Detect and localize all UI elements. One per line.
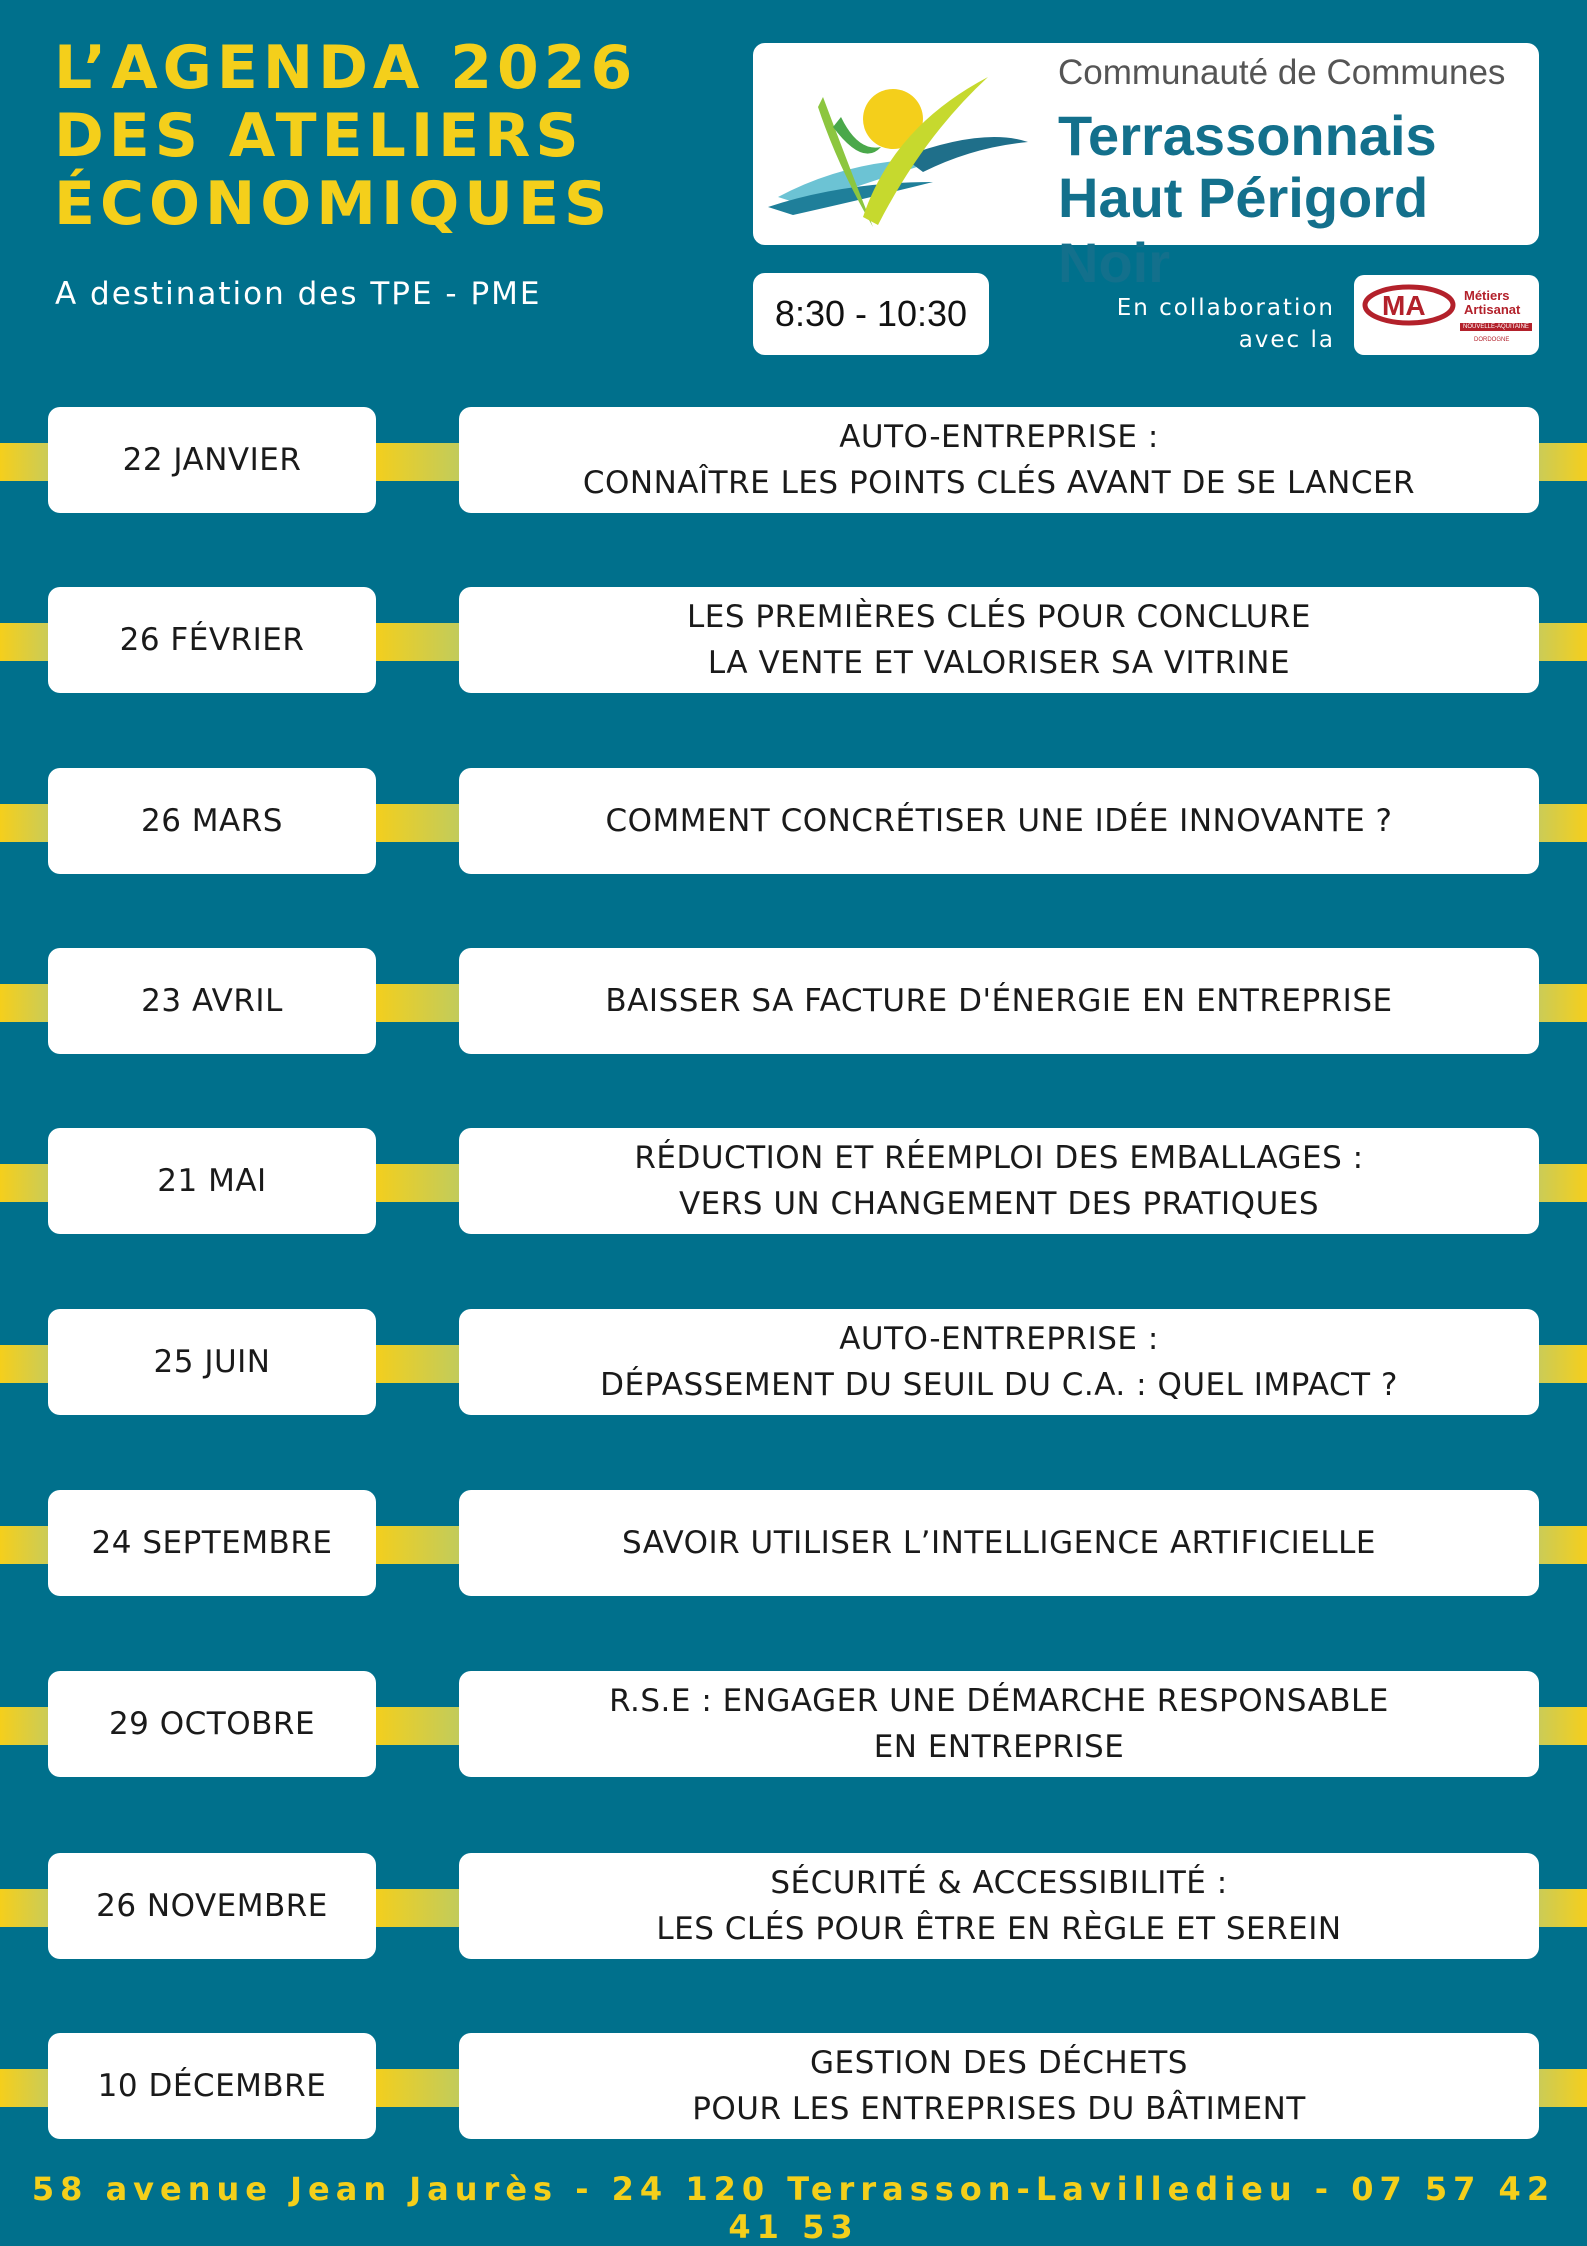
audience-subtitle: A destination des TPE - PME bbox=[55, 276, 542, 312]
topic-line2: POUR LES ENTREPRISES DU BÂTIMENT bbox=[692, 2091, 1306, 2127]
stripe-connector bbox=[374, 1345, 460, 1383]
topic-line2: EN ENTREPRISE bbox=[873, 1729, 1125, 1765]
stripe-connector bbox=[374, 623, 460, 661]
topic-line2: CONNAÎTRE LES POINTS CLÉS AVANT DE SE LANCER bbox=[582, 465, 1416, 501]
topic-line1: COMMENT CONCRÉTISER UNE IDÉE INNOVANTE ? bbox=[605, 803, 1393, 839]
workshop-row bbox=[0, 1853, 1587, 1963]
workshop-row bbox=[0, 1671, 1587, 1781]
workshop-topic bbox=[459, 1128, 1539, 1234]
workshop-date: 21 MAI bbox=[48, 1128, 376, 1234]
workshop-row bbox=[0, 1128, 1587, 1238]
collaboration-line2: avec la bbox=[1238, 327, 1335, 353]
stripe-left bbox=[0, 2069, 50, 2107]
community-logo-graphic bbox=[763, 47, 1033, 241]
stripe-left bbox=[0, 443, 50, 481]
workshop-topic bbox=[459, 2033, 1539, 2139]
topic-line2: LES CLÉS POUR ÊTRE EN RÈGLE ET SEREIN bbox=[656, 1911, 1342, 1947]
stripe-right bbox=[1537, 623, 1587, 661]
stripe-connector bbox=[374, 1164, 460, 1202]
workshop-topic bbox=[459, 1671, 1539, 1777]
stripe-right bbox=[1537, 2069, 1587, 2107]
stripe-right bbox=[1537, 1707, 1587, 1745]
workshop-row bbox=[0, 2033, 1587, 2143]
topic-line1: GESTION DES DÉCHETS bbox=[810, 2045, 1188, 2081]
topic-line1: LES PREMIÈRES CLÉS POUR CONCLURE bbox=[687, 599, 1311, 635]
collaboration-text bbox=[1117, 292, 1335, 356]
topic-line1: SÉCURITÉ & ACCESSIBILITÉ : bbox=[770, 1865, 1228, 1901]
logo-text-terrassonnais: Terrassonnais bbox=[1058, 104, 1437, 167]
stripe-connector bbox=[374, 1707, 460, 1745]
topic-line1: R.S.E : ENGAGER UNE DÉMARCHE RESPONSABLE bbox=[609, 1683, 1389, 1719]
stripe-connector bbox=[374, 984, 460, 1022]
footer-contact: 58 avenue Jean Jaurès - 24 120 Terrasson-Lavilledieu - 07 57 42 41 53 bbox=[31, 2170, 1556, 2246]
workshop-topic bbox=[459, 948, 1539, 1054]
workshop-date: 26 MARS bbox=[48, 768, 376, 874]
workshop-topic bbox=[459, 407, 1539, 513]
stripe-connector bbox=[374, 1889, 460, 1927]
workshop-date: 22 JANVIER bbox=[48, 407, 376, 513]
cma-logo bbox=[1354, 275, 1539, 355]
stripe-right bbox=[1537, 1164, 1587, 1202]
cma-text-line1: Métiers bbox=[1464, 288, 1510, 303]
workshop-row bbox=[0, 768, 1587, 878]
workshop-date: 10 DÉCEMBRE bbox=[48, 2033, 376, 2139]
topic-line1: RÉDUCTION ET RÉEMPLOI DES EMBALLAGES : bbox=[634, 1140, 1364, 1176]
workshop-date: 23 AVRIL bbox=[48, 948, 376, 1054]
topic-line1: BAISSER SA FACTURE D'ÉNERGIE EN ENTREPRISE bbox=[605, 983, 1393, 1019]
cma-text-line2: Artisanat bbox=[1464, 302, 1521, 317]
collaboration-line1: En collaboration bbox=[1116, 295, 1335, 321]
stripe-connector bbox=[374, 804, 460, 842]
workshop-topic bbox=[459, 1853, 1539, 1959]
stripe-right bbox=[1537, 443, 1587, 481]
stripe-left bbox=[0, 1889, 50, 1927]
stripe-left bbox=[0, 1164, 50, 1202]
stripe-left bbox=[0, 1707, 50, 1745]
stripe-connector bbox=[374, 1526, 460, 1564]
workshop-row bbox=[0, 1309, 1587, 1419]
topic-line1: SAVOIR UTILISER L’INTELLIGENCE ARTIFICIELLE bbox=[621, 1525, 1376, 1561]
time-badge: 8:30 - 10:30 bbox=[753, 273, 989, 355]
workshop-row bbox=[0, 948, 1587, 1058]
stripe-right bbox=[1537, 804, 1587, 842]
workshop-topic bbox=[459, 587, 1539, 693]
stripe-right bbox=[1537, 1889, 1587, 1927]
cma-region: NOUVELLE-AQUITAINE bbox=[1460, 323, 1532, 331]
svg-text:MA: MA bbox=[1382, 290, 1426, 321]
workshop-topic bbox=[459, 1490, 1539, 1596]
topic-line1: AUTO-ENTREPRISE : bbox=[839, 419, 1159, 455]
stripe-connector bbox=[374, 2069, 460, 2107]
cma-dept: DORDOGNE bbox=[1474, 337, 1510, 343]
workshop-date: 26 FÉVRIER bbox=[48, 587, 376, 693]
stripe-left bbox=[0, 804, 50, 842]
topic-line1: AUTO-ENTREPRISE : bbox=[839, 1321, 1159, 1357]
logo-text-perigord: Haut Périgord Noir bbox=[1058, 166, 1429, 294]
stripe-right bbox=[1537, 1345, 1587, 1383]
workshop-row bbox=[0, 407, 1587, 517]
workshop-date: 25 JUIN bbox=[48, 1309, 376, 1415]
workshop-date: 24 SEPTEMBRE bbox=[48, 1490, 376, 1596]
community-logo bbox=[753, 43, 1539, 294]
stripe-left bbox=[0, 623, 50, 661]
stripe-left bbox=[0, 1526, 50, 1564]
stripe-connector bbox=[374, 443, 460, 481]
topic-line2: LA VENTE ET VALORISER SA VITRINE bbox=[707, 645, 1291, 681]
cma-text bbox=[1464, 289, 1520, 317]
logo-text-community: Communauté de Communes bbox=[1058, 53, 1506, 92]
workshop-topic bbox=[459, 1309, 1539, 1415]
workshop-date: 26 NOVEMBRE bbox=[48, 1853, 376, 1959]
workshop-row bbox=[0, 1490, 1587, 1600]
stripe-right bbox=[1537, 984, 1587, 1022]
topic-line2: DÉPASSEMENT DU SEUIL DU C.A. : QUEL IMPACT ? bbox=[600, 1367, 1398, 1403]
page-title: L’AGENDA 2026 DES ATELIERS ÉCONOMIQUES bbox=[54, 33, 638, 239]
stripe-left bbox=[0, 1345, 50, 1383]
topic-line2: VERS UN CHANGEMENT DES PRATIQUES bbox=[678, 1186, 1320, 1222]
stripe-right bbox=[1537, 1526, 1587, 1564]
workshop-topic bbox=[459, 768, 1539, 874]
workshop-row bbox=[0, 587, 1587, 697]
workshop-date: 29 OCTOBRE bbox=[48, 1671, 376, 1777]
stripe-left bbox=[0, 984, 50, 1022]
